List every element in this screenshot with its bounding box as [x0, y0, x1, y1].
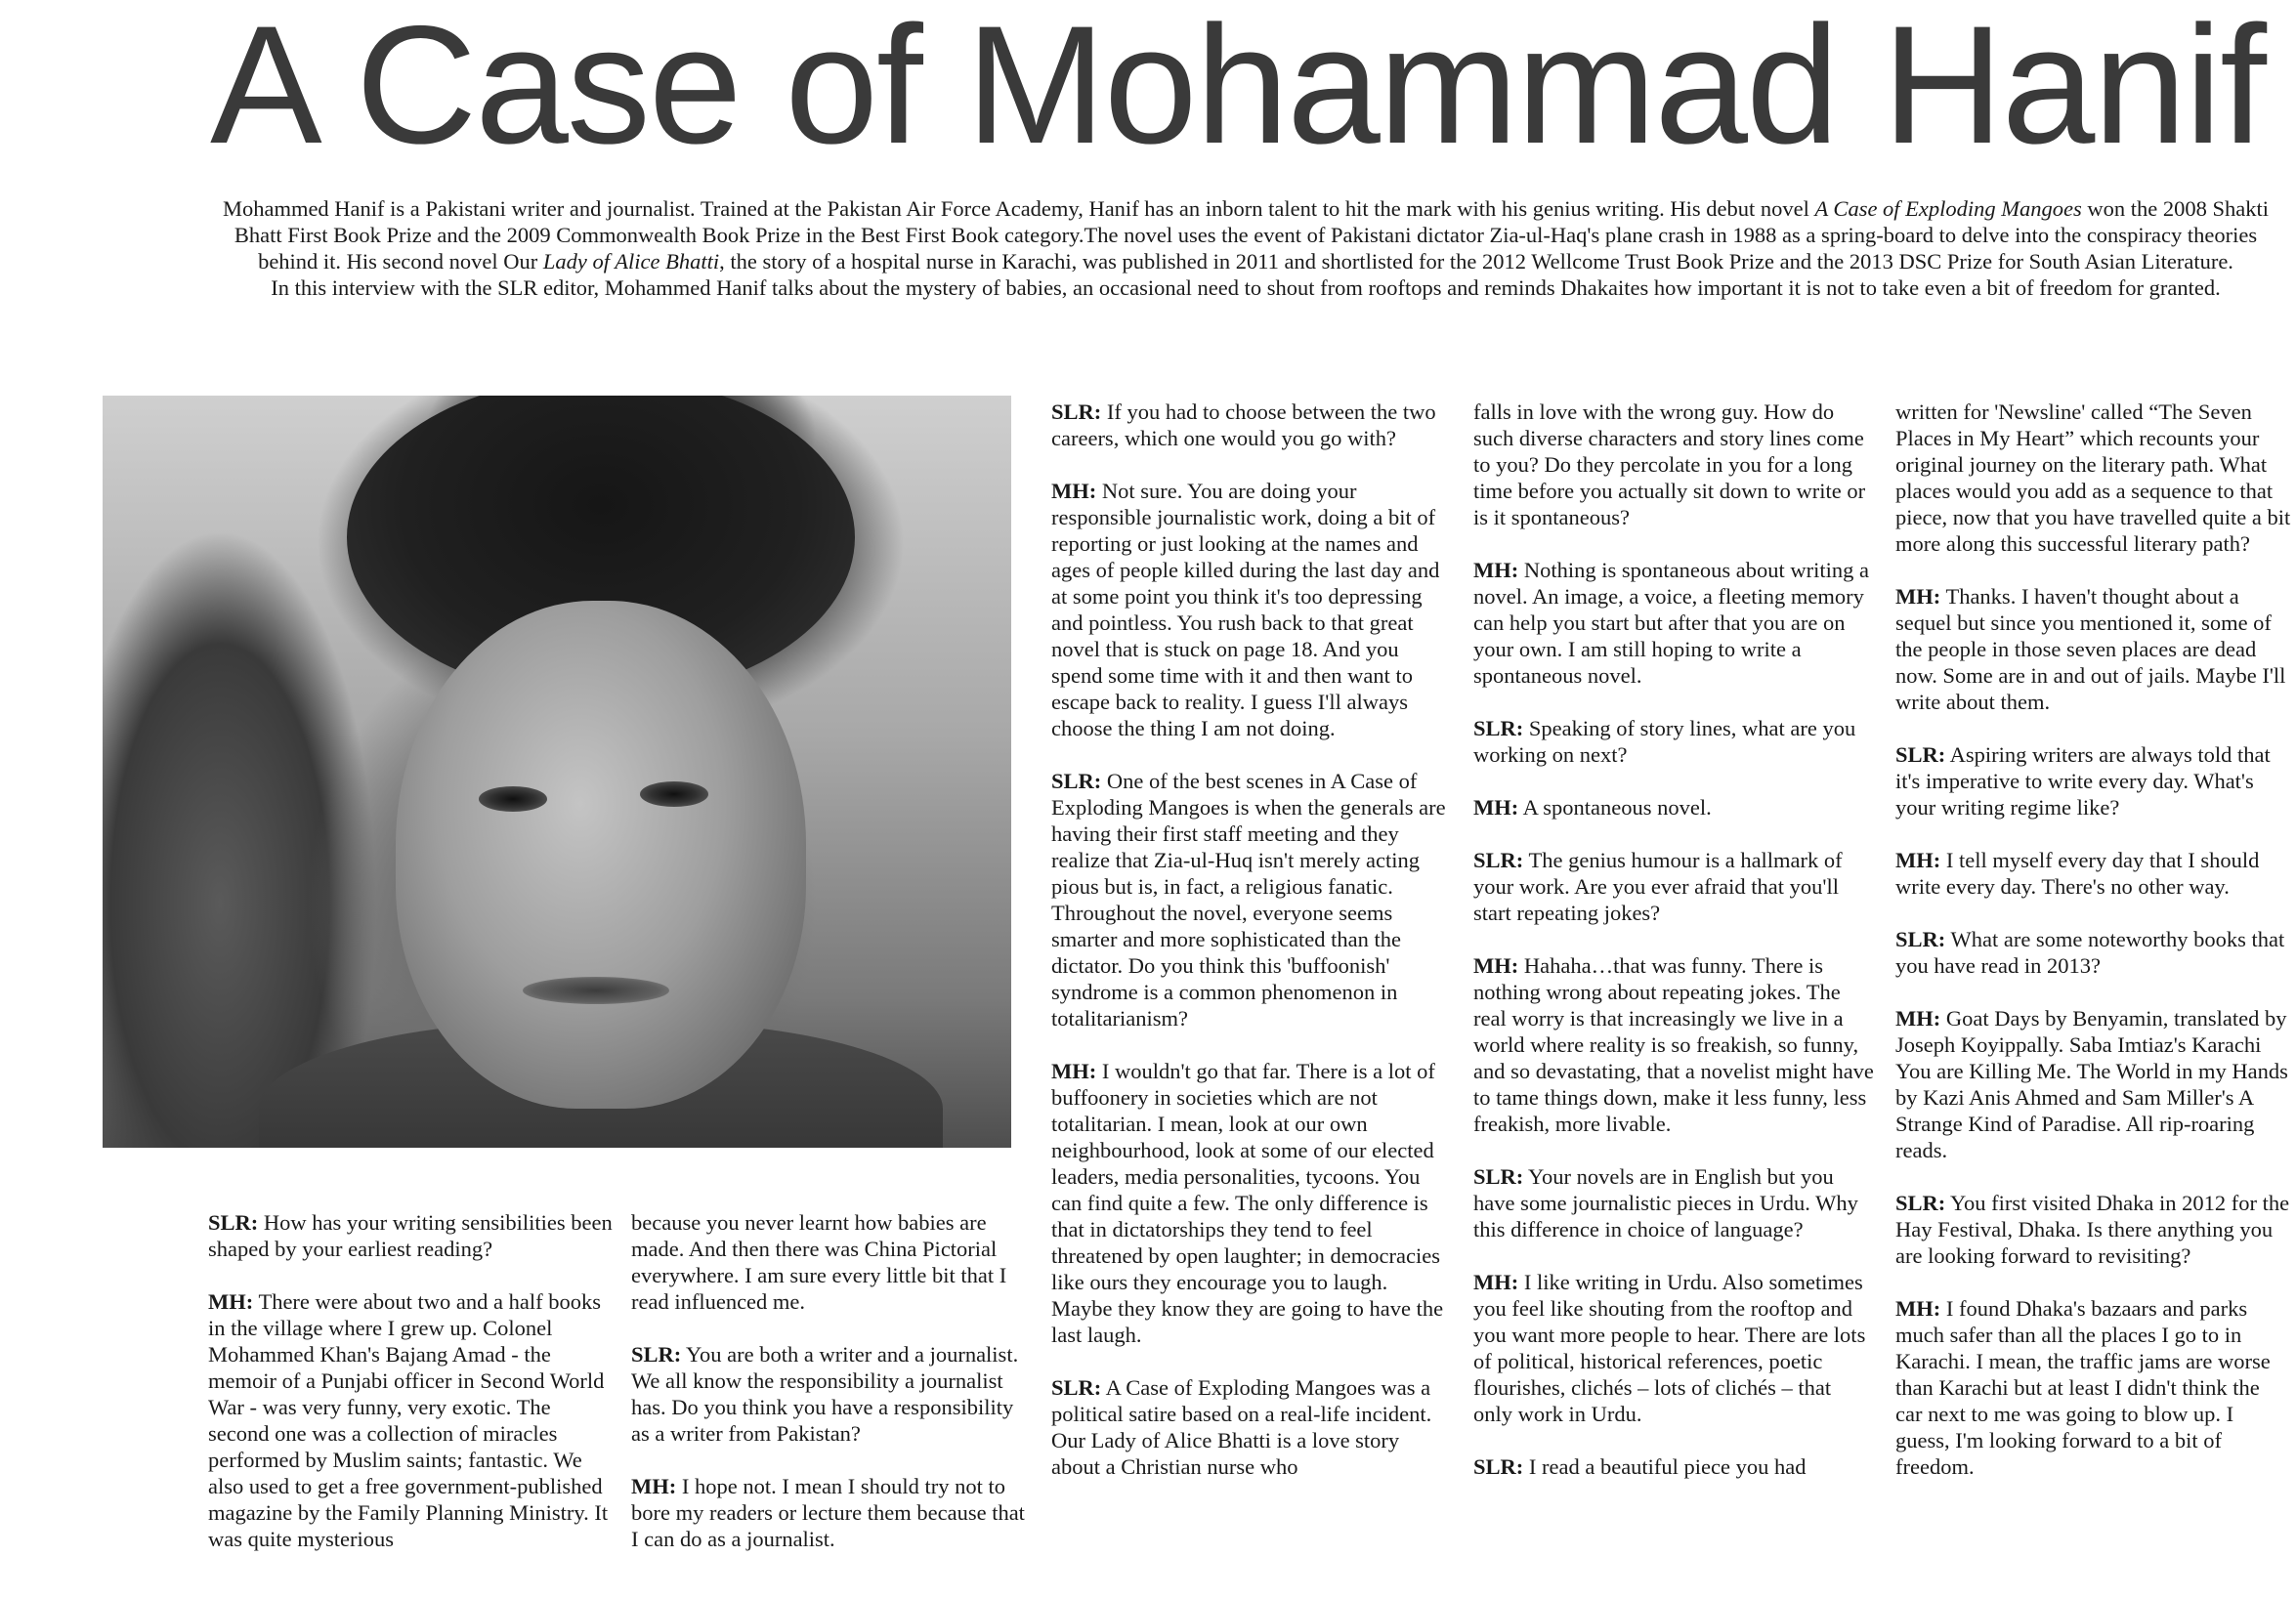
interview-paragraph	[631, 1341, 1037, 1447]
interview-paragraph	[631, 1473, 1037, 1552]
speaker-label: SLR:	[1051, 1375, 1102, 1400]
paragraph-text: Nothing is spontaneous about writing a novel. An image, a voice, a fleeting memory can help you start but after that you are on your own. I am still hoping to write a spontaneous novel.	[1473, 558, 1869, 688]
interview-paragraph	[1051, 768, 1452, 1031]
paragraph-text: A spontaneous novel.	[1518, 795, 1712, 820]
speaker-label: SLR:	[631, 1342, 682, 1367]
article-intro	[205, 195, 2286, 301]
paragraph-text: Goat Days by Benyamin, translated by Joseph Koyippally. Saba Imtiaz's Karachi You are Killing Me. The World in my Hands by Kazi Anis Ahmed and Sam Miller's A Strange Kind of Paradise. All rip-roaring reads.	[1895, 1006, 2288, 1162]
interview-paragraph	[1895, 847, 2291, 900]
interview-paragraph	[1051, 478, 1452, 741]
speaker-label: MH:	[208, 1289, 254, 1314]
speaker-label: SLR:	[1473, 716, 1524, 740]
interview-paragraph	[1895, 926, 2291, 979]
speaker-label: SLR:	[1473, 848, 1524, 872]
speaker-label: SLR:	[1473, 1164, 1524, 1189]
interview-paragraph	[1473, 952, 1874, 1137]
speaker-label: MH:	[1051, 1059, 1097, 1083]
paragraph-text: What are some noteworthy books that you have read in 2013?	[1895, 927, 2285, 978]
interview-paragraph	[1895, 583, 2291, 715]
paragraph-text: The genius humour is a hallmark of your work. Are you ever afraid that you'll start repeating jokes?	[1473, 848, 1843, 925]
paragraph-text: You first visited Dhaka in 2012 for the Hay Festival, Dhaka. Is there anything you are looking forward to revisiting?	[1895, 1191, 2290, 1268]
speaker-label: MH:	[1895, 1006, 1941, 1031]
interview-paragraph	[1473, 715, 1874, 768]
author-portrait-photo	[103, 396, 1011, 1148]
interview-paragraph	[1051, 1374, 1452, 1480]
paragraph-text: falls in love with the wrong guy. How do such diverse characters and story lines come to you? Do they percolate in you for a long time before you actually sit down to write or is it spontaneous?	[1473, 400, 1866, 529]
speaker-label: MH:	[1473, 953, 1519, 978]
interview-paragraph	[1473, 794, 1874, 821]
paragraph-text: because you never learnt how babies are made. And then there was China Pictorial everywhere. I am sure every little bit that I read influenced me.	[631, 1210, 1007, 1314]
article-headline: A Case of Mohammad Hanif	[210, 0, 2266, 179]
paragraph-text: Your novels are in English but you have some journalistic pieces in Urdu. Why this difference in choice of language?	[1473, 1164, 1858, 1241]
interview-paragraph	[1895, 741, 2291, 821]
interview-paragraph	[208, 1209, 614, 1262]
interview-column-4	[1473, 399, 1874, 1506]
paragraph-text: A Case of Exploding Mangoes was a political satire based on a real-life incident. Our Lady of Alice Bhatti is a love story about a Christian nurse who	[1051, 1375, 1432, 1479]
portrait-face	[396, 601, 806, 1109]
paragraph-text: I found Dhaka's bazaars and parks much safer than all the places I go to in Karachi. I mean, the traffic jams are worse than Karachi but at least I didn't think the car next to me was going to blow up. I guess, I'm looking forward to a bit of freedom.	[1895, 1296, 2271, 1479]
interview-paragraph	[1473, 1163, 1874, 1242]
interview-paragraph	[1473, 847, 1874, 926]
speaker-label: SLR:	[1051, 769, 1102, 793]
interview-paragraph	[1051, 1058, 1452, 1348]
interview-column-2	[631, 1209, 1037, 1578]
paragraph-text: I wouldn't go that far. There is a lot of buffoonery in societies which are not totalitarian. I mean, look at our own neighbourhood, look at some of our elected leaders, media personalities, tycoons. You can find quite a few. The only difference is that in dictatorships they tend to feel threatened by open laughter; in democracies like ours they encourage you to laugh. Maybe they know they are going to have the last laugh.	[1051, 1059, 1444, 1347]
speaker-label: MH:	[1895, 848, 1941, 872]
speaker-label: SLR:	[1051, 400, 1102, 424]
portrait-left-eye	[479, 786, 547, 812]
paragraph-text: One of the best scenes in A Case of Exploding Mangoes is when the generals are having their first staff meeting and they realize that Zia-ul-Huq isn't merely acting pious but is, in fact, a religious fanatic. Throughout the novel, everyone seems smarter and more sophisticated than the dictator. Do you think this 'buffoonish' syndrome is a common phenomenon in totalitarianism?	[1051, 769, 1446, 1031]
speaker-label: MH:	[631, 1474, 677, 1498]
interview-column-5	[1895, 399, 2291, 1506]
paragraph-text: How has your writing sensibilities been shaped by your earliest reading?	[208, 1210, 613, 1261]
interview-column-1	[208, 1209, 614, 1578]
paragraph-text: Not sure. You are doing your responsible journalistic work, doing a bit of reporting or just looking at the names and ages of people killed during the last day and at some point you think it's too depressing and pointless. You rush back to that great novel that is stuck on page 18. And you spend some time with it and then want to escape back to reality. I guess I'll always choose the thing I am not doing.	[1051, 479, 1440, 740]
paragraph-text: I like writing in Urdu. Also sometimes you feel like shouting from the rooftop and you want more people to hear. There are lots of political, historical references, poetic flourishes, clichés – lots of clichés – that only work in Urdu.	[1473, 1270, 1866, 1426]
speaker-label: MH:	[1473, 558, 1519, 582]
interview-paragraph	[1473, 1453, 1874, 1480]
speaker-label: MH:	[1895, 1296, 1941, 1321]
paragraph-text: I tell myself every day that I should write every day. There's no other way.	[1895, 848, 2260, 899]
speaker-label: SLR:	[1895, 927, 1946, 951]
speaker-label: MH:	[1473, 795, 1519, 820]
interview-paragraph	[208, 1288, 614, 1552]
speaker-label: SLR:	[1895, 1191, 1946, 1215]
paragraph-text: If you had to choose between the two careers, which one would you go with?	[1051, 400, 1436, 450]
paragraph-text: Hahaha…that was funny. There is nothing wrong about repeating jokes. The real worry is that increasingly we live in a world where reality is so freakish, so funny, and so devastating, that a novelist might have to tame things down, make it less funny, less freakish, more livable.	[1473, 953, 1874, 1136]
interview-paragraph	[1473, 1269, 1874, 1427]
paragraph-text: Thanks. I haven't thought about a sequel but since you mentioned it, some of the people in those seven places are dead now. Some are in and out of jails. Maybe I'll write about them.	[1895, 584, 2286, 714]
speaker-label: SLR:	[1895, 742, 1946, 767]
portrait-right-eye	[640, 781, 708, 807]
paragraph-text: I read a beautiful piece you had	[1523, 1454, 1807, 1479]
interview-paragraph	[1473, 399, 1874, 530]
portrait-mouth	[523, 977, 669, 1004]
intro-paragraph-1: Mohammed Hanif is a Pakistani writer and journalist. Trained at the Pakistan Air Force Academy, Hanif has an inborn talent to hit the mark with his genius writing. His debut novel A Case of Exploding Mangoes won the 2008 Shakti Bhatt First Book Prize and the 2009 Commonwealth Book Prize in the Best First Book category.The novel uses the event of Pakistani dictator Zia-ul-Haq's plane crash in 1988 as a spring-board to delve into the conspiracy theories behind it. His second novel Our Lady of Alice Bhatti, the story of a hospital nurse in Karachi, was published in 2011 and shortlisted for the 2012 Wellcome Trust Book Prize and the 2013 DSC Prize for South Asian Literature.	[222, 196, 2270, 274]
paragraph-text: I hope not. I mean I should try not to bore my readers or lecture them because that I can do as a journalist.	[631, 1474, 1025, 1551]
speaker-label: MH:	[1473, 1270, 1519, 1294]
interview-paragraph	[1895, 1005, 2291, 1163]
speaker-label: SLR:	[1473, 1454, 1524, 1479]
interview-paragraph	[1895, 1295, 2291, 1480]
speaker-label: SLR:	[208, 1210, 259, 1235]
interview-paragraph	[1895, 399, 2291, 557]
paragraph-text: written for 'Newsline' called “The Seven Places in My Heart” which recounts your original journey on the literary path. What places would you add as a sequence to that piece, now that you have travelled quite a bit more along this successful literary path?	[1895, 400, 2291, 556]
interview-paragraph	[631, 1209, 1037, 1315]
interview-paragraph	[1051, 399, 1452, 451]
interview-paragraph	[1473, 557, 1874, 689]
paragraph-text: Aspiring writers are always told that it's imperative to write every day. What's your writing regime like?	[1895, 742, 2271, 820]
speaker-label: MH:	[1895, 584, 1941, 609]
interview-paragraph	[1895, 1190, 2291, 1269]
speaker-label: MH:	[1051, 479, 1097, 503]
interview-column-3	[1051, 399, 1452, 1506]
paragraph-text: You are both a writer and a journalist. We all know the responsibility a journalist has. Do you think you have a responsibility as a writer from Pakistan?	[631, 1342, 1019, 1446]
intro-paragraph-2: In this interview with the SLR editor, Mohammed Hanif talks about the mystery of babies, an occasional need to shout from rooftops and reminds Dhakaites how important it is not to take even a bit of freedom for granted.	[271, 275, 2221, 300]
paragraph-text: There were about two and a half books in the village where I grew up. Colonel Mohammed Khan's Bajang Amad - the memoir of a Punjabi officer in Second World War - was very funny, very exotic. The second one was a collection of miracles performed by Muslim saints; fantastic. We also used to get a free government-published magazine by the Family Planning Ministry. It was quite mysterious	[208, 1289, 609, 1551]
paragraph-text: Speaking of story lines, what are you working on next?	[1473, 716, 1856, 767]
